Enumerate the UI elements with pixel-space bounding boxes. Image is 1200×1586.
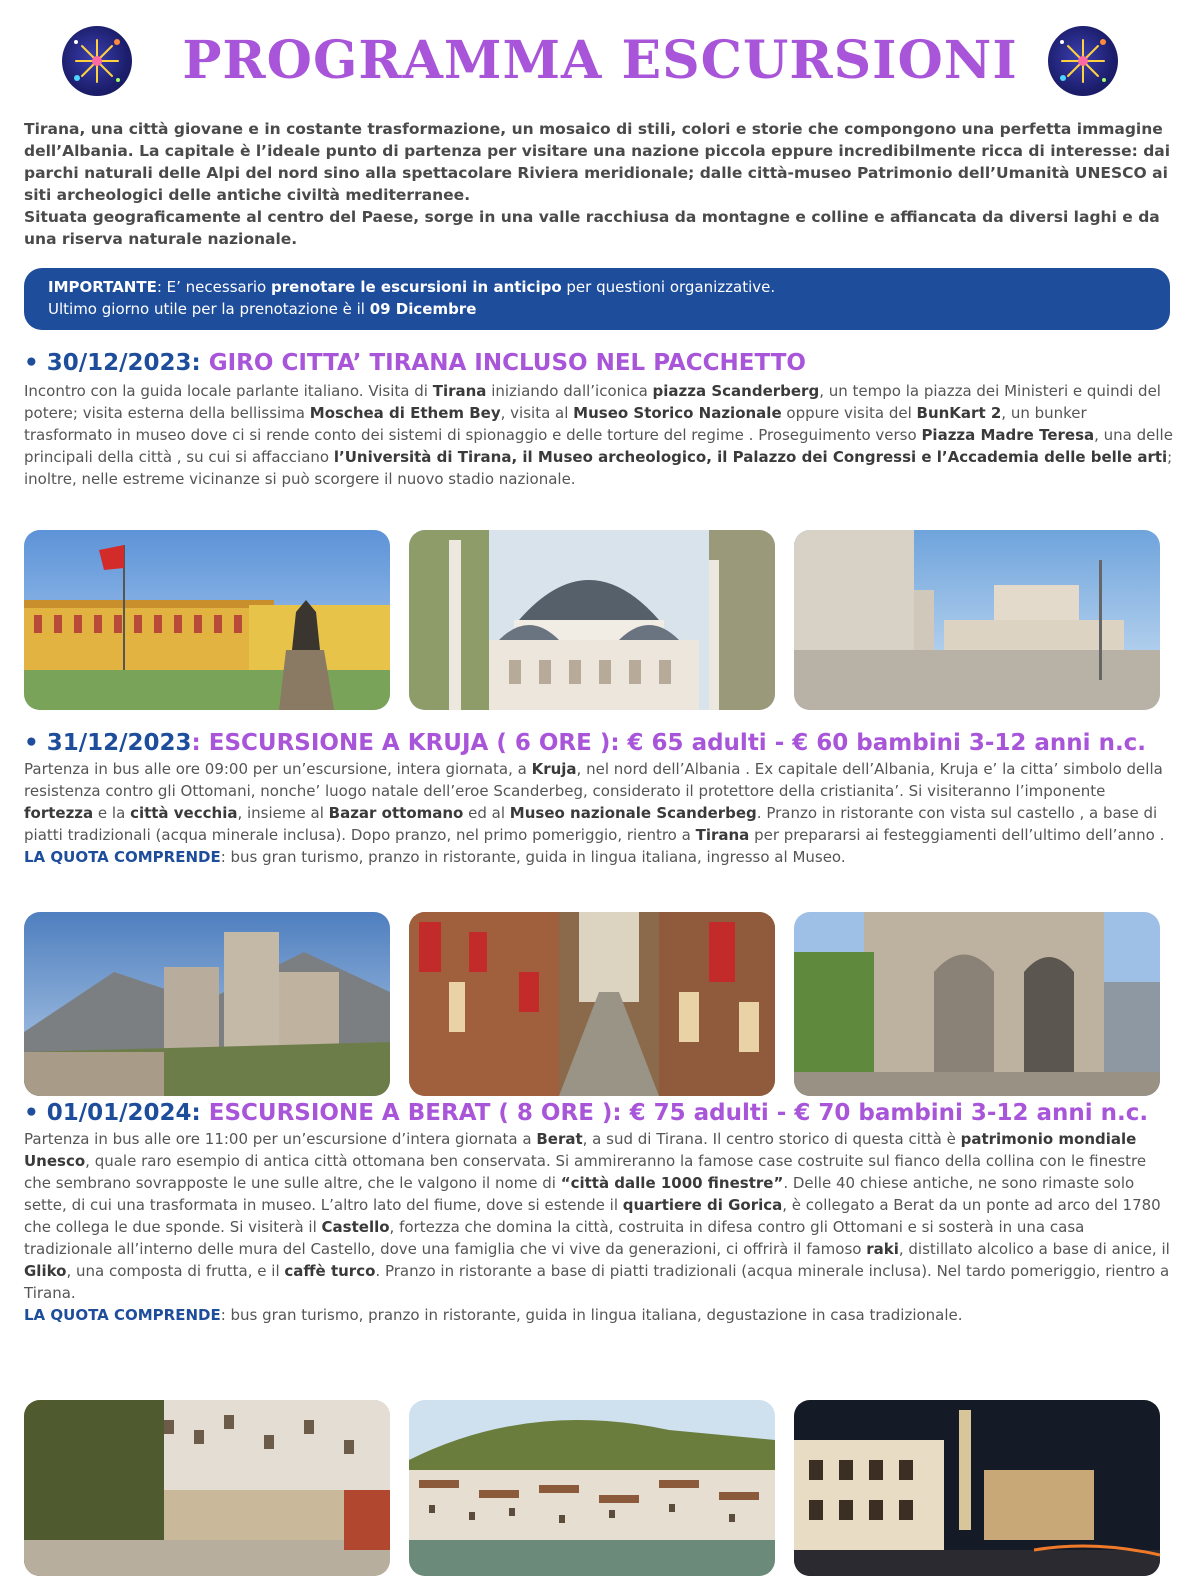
quota-label: LA QUOTA COMPRENDE	[24, 848, 221, 866]
firework-emblem-icon	[1048, 26, 1118, 96]
intro-text	[24, 118, 1174, 250]
photo-kruja-bazaar	[409, 912, 775, 1096]
excursion-heading	[24, 1100, 1184, 1126]
excursion-date: • 31/12/2023	[24, 730, 192, 756]
photo-mother-teresa-square	[794, 530, 1160, 710]
notice-line: IMPORTANTE: E’ necessario prenotare le escursioni in anticipo per questioni organizzative.	[48, 278, 776, 296]
notice-line: Ultimo giorno utile per la prenotazione è il 09 Dicembre	[48, 300, 477, 318]
photo-berat-houses	[409, 1400, 775, 1576]
excursion-heading	[24, 730, 1184, 756]
excursion-date: • 01/01/2024:	[24, 1100, 209, 1126]
page-header	[0, 22, 1200, 102]
excursion-title: : ESCURSIONE A KRUJA ( 6 ORE ): € 65 adulti - € 60 bambini 3-12 anni n.c.	[191, 730, 1147, 756]
excursion-title: ESCURSIONE A BERAT ( 8 ORE ): € 75 adulti - € 70 bambini 3-12 anni n.c.	[208, 1100, 1149, 1126]
quota-text: : bus gran turismo, pranzo in ristorante, guida in lingua italiana, ingresso al Museo.	[220, 848, 846, 866]
excursion-title: GIRO CITTA’ TIRANA INCLUSO NEL PACCHETTO	[208, 350, 806, 376]
excursion-description: Incontro con la guida locale parlante italiano. Visita di Tirana iniziando dall’iconica piazza Scanderberg, un tempo la piazza dei Ministeri e quindi del potere; visita esterna della bellissima Moschea di Ethem Bey, visita al Museo Storico Nazionale oppure visita del BunKart 2, un bunker trasformato in museo dove ci si rende conto dei sistemi di spionaggio e delle torture del regime . Proseguimento verso Piazza Madre Teresa, una delle principali della città , su cui si affacciano l’Università di Tirana, il Museo archeologico, il Palazzo dei Congressi e l’Accademia delle belle arti; inoltre, nelle estreme vicinanze si può scorgere il nuovo stadio nazionale.	[24, 382, 1173, 488]
quota-label: LA QUOTA COMPRENDE	[24, 1306, 221, 1324]
photo-berat-street	[24, 1400, 390, 1576]
excursion-heading	[24, 350, 1184, 376]
booking-notice	[24, 268, 1170, 330]
page-title: PROGRAMMA ESCURSIONI	[182, 30, 1018, 91]
excursion-description: Partenza in bus alle ore 09:00 per un’escursione, intera giornata, a Kruja, nel nord dell’Albania . Ex capitale dell’Albania, Kruja e’ la citta’ simbolo della resistenza contro gli Ottomani, nonche’ luogo natale dell’eroe Scanderbeg, considerato il protettore della cristianita’. Si visiteranno l’imponente fortezza e la città vecchia, insieme al Bazar ottomano ed al Museo nazionale Scanderbeg. Pranzo in ristorante con vista sul castello , a base di piatti tradizionali (acqua minerale inclusa). Dopo pranzo, nel primo pomeriggio, rientro a Tirana per prepararsi ai festeggiamenti dell’ultimo dell’anno . LA QUOTA COMPRENDE: bus gran turismo, pranzo in ristorante, guida in lingua italiana, ingresso al Museo.	[24, 760, 1165, 866]
quota-text: : bus gran turismo, pranzo in ristorante, guida in lingua italiana, degustazione in casa tradizionale.	[220, 1306, 963, 1324]
important-label: IMPORTANTE	[48, 278, 157, 296]
photo-skanderbeg-square	[24, 530, 390, 710]
booking-deadline: 09 Dicembre	[369, 300, 477, 318]
photo-tirana-mosque	[409, 530, 775, 710]
photo-berat-night	[794, 1400, 1160, 1576]
excursion-description: Partenza in bus alle ore 11:00 per un’escursione d’intera giornata a Berat, a sud di Tirana. Il centro storico di questa città è patrimonio mondiale Unesco, quale raro esempio di antica città ottomana ben conservata. Si ammireranno la famose case costruite sul fianco della collina con le finestre che sembrano sovrapposte le une sulle altre, che le valgono il nome di “città dalle 1000 finestre”. Delle 40 chiese antiche, ne sono rimaste solo sette, di cui una trasformata in museo. L’altro lato del fiume, dove si estende il quartiere di Gorica, è collegato a Berat da un ponte ad arco del 1780 che collega le due sponde. Si visiterà il Castello, fortezza che domina la città, costruita in difesa contro gli Ottomani e si sosterà in una casa tradizionale all’interno delle mura del Castello, dove una famiglia che vi vive da generazioni, ci offrirà il famoso raki, distillato alcolico a base di anice, il Gliko, una composta di frutta, e il caffè turco. Pranzo in ristorante a base di piatti tradizionali (acqua minerale inclusa). Nel tardo pomeriggio, rientro a Tirana. LA QUOTA COMPRENDE: bus gran turismo, pranzo in ristorante, guida in lingua italiana, degustazione in casa tradizionale.	[24, 1130, 1170, 1324]
photo-kruja-castle	[24, 912, 390, 1096]
intro-paragraph: Tirana, una città giovane e in costante trasformazione, un mosaico di stili, colori e storie che compongono una perfetta immagine dell’Albania. La capitale è l’ideale punto di partenza per visitare una nazione piccola eppure incredibilmente ricca di interesse: dai parchi naturali delle Alpi del nord sino alla spettacolare Riviera meridionale; dalle città-museo Patrimonio dell’Umanità UNESCO ai siti archeologici delle antiche civiltà mediterranee.	[24, 120, 1171, 204]
photo-skanderbeg-museum	[794, 912, 1160, 1096]
intro-paragraph: Situata geograficamente al centro del Paese, sorge in una valle racchiusa da montagne e colline e affiancata da diversi laghi e da una riserva naturale nazionale.	[24, 208, 1160, 248]
excursion-date: • 30/12/2023:	[24, 350, 209, 376]
